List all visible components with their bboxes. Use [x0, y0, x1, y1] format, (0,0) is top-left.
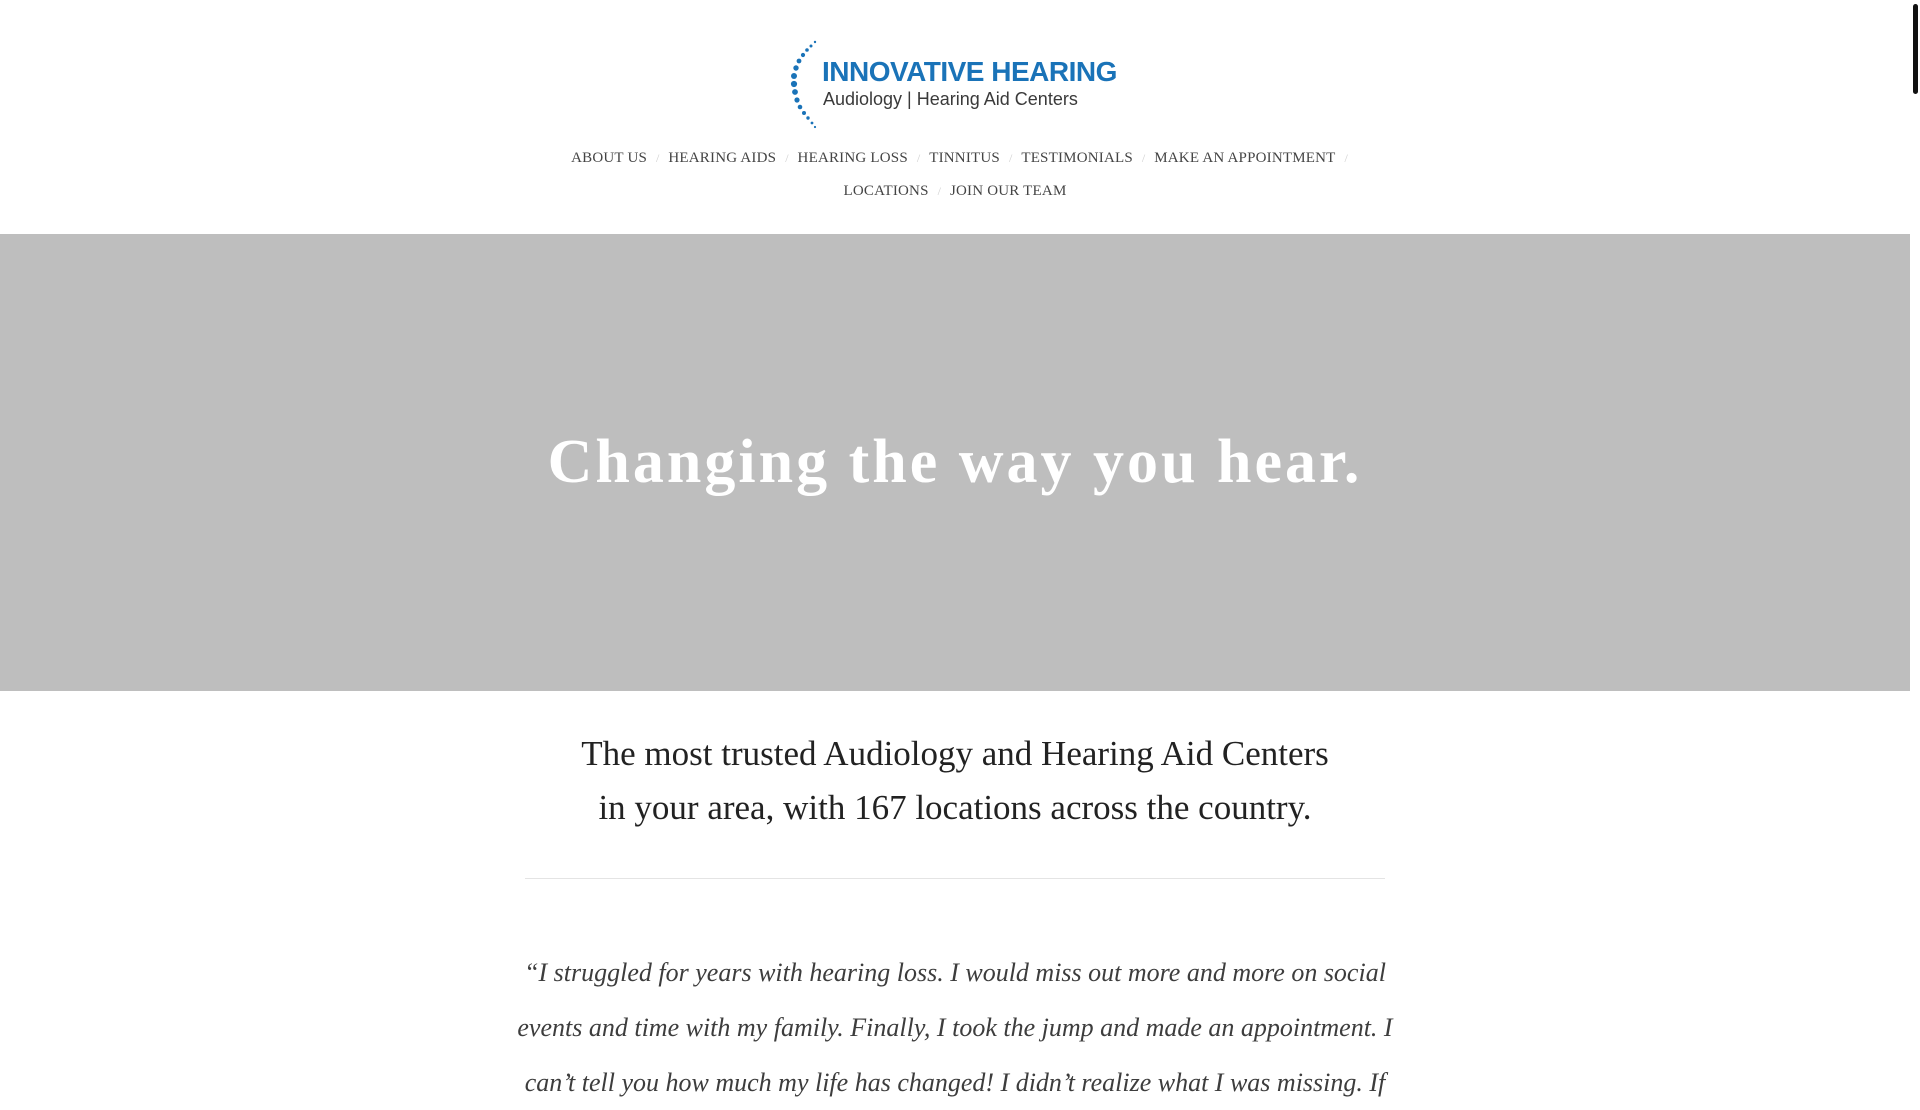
- nav-separator: /: [937, 184, 941, 198]
- testimonial-quote: “I struggled for years with hearing loss. I would miss out more and more on social events and time with my family. Finally, I took the jump and made an appointment. I can’t tell you how much my life has changed! I didn’t realize what I was missing. If: [517, 958, 1393, 1097]
- nav-item-hearing-loss[interactable]: HEARING LOSS: [797, 150, 908, 166]
- scrollbar-thumb[interactable]: [1913, 4, 1918, 94]
- nav-separator: /: [1141, 151, 1146, 165]
- nav-separator: /: [785, 151, 789, 165]
- sound-wave-logo-icon: [785, 40, 821, 130]
- nav-separator: /: [916, 151, 921, 165]
- intro-line-2: in your area, with 167 locations across the country.: [598, 788, 1312, 827]
- intro-section: [480, 727, 1430, 835]
- hero-title: Changing the way you hear.: [547, 428, 1363, 496]
- intro-line-1: The most trusted Audiology and Hearing Aid Centers: [581, 734, 1329, 773]
- nav-separator: /: [656, 151, 660, 165]
- brand-name: INNOVATIVE HEARING: [822, 56, 1117, 87]
- brand-tagline: Audiology | Hearing Aid Centers: [823, 89, 1078, 109]
- site-header: [0, 0, 1910, 234]
- nav-item-hearing-aids[interactable]: HEARING AIDS: [668, 150, 777, 166]
- nav-item-testimonials[interactable]: TESTIMONIALS: [1021, 150, 1133, 166]
- nav-item-tinnitus[interactable]: TINNITUS: [929, 150, 1000, 166]
- nav-row-1: [0, 142, 1910, 175]
- logo-link[interactable]: [785, 40, 1125, 130]
- nav-item-make-an-appointment[interactable]: MAKE AN APPOINTMENT: [1154, 150, 1336, 166]
- nav-item-about-us[interactable]: ABOUT US: [571, 150, 648, 166]
- hero-banner: [0, 234, 1910, 691]
- nav-item-join-our-team[interactable]: JOIN OUR TEAM: [949, 183, 1067, 199]
- section-divider: [525, 878, 1385, 879]
- main-navigation: [0, 142, 1910, 208]
- nav-separator: /: [1008, 151, 1013, 165]
- page-scrollbar[interactable]: [1910, 0, 1920, 1080]
- nav-item-locations[interactable]: LOCATIONS: [843, 183, 929, 199]
- nav-row-2: [0, 175, 1910, 208]
- nav-separator: /: [1344, 151, 1348, 165]
